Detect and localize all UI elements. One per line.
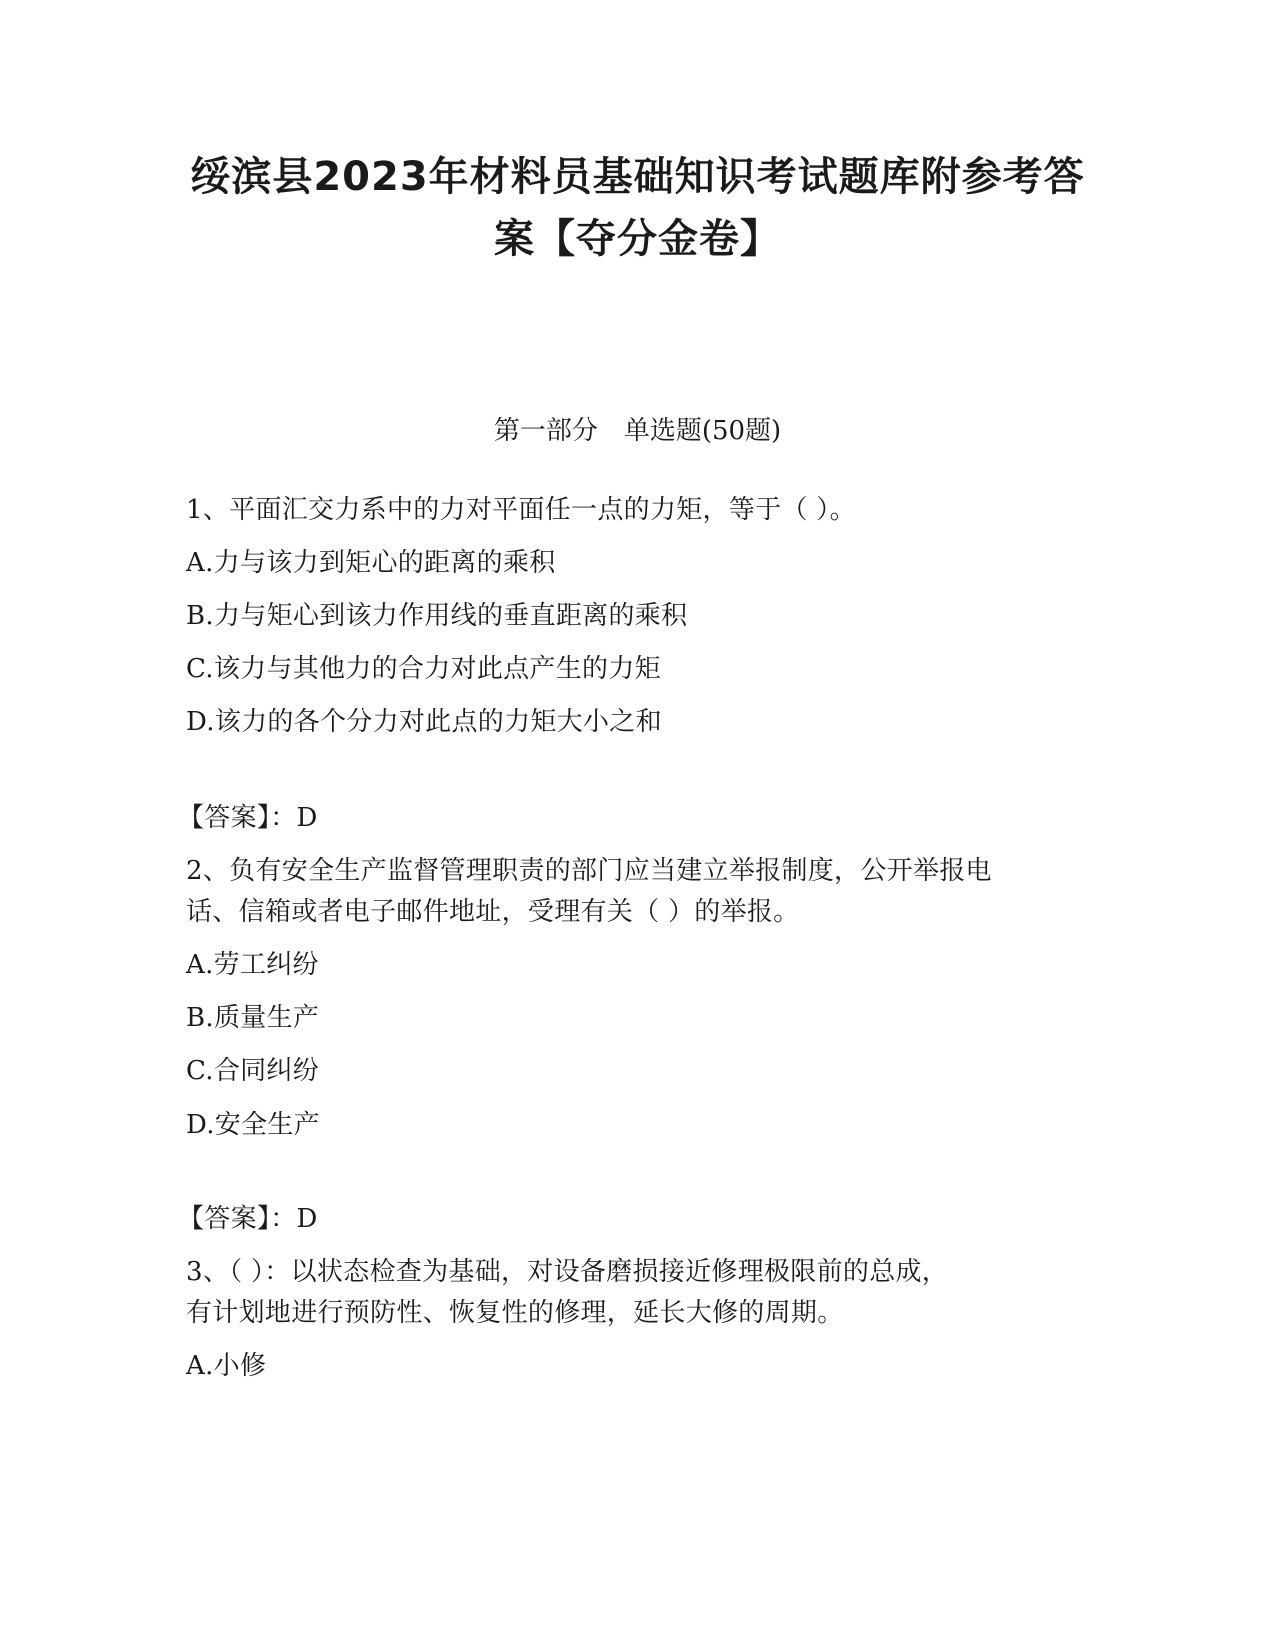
question-1-answer: 【答案】：D	[178, 803, 318, 833]
document-title-line-2: 案【夺分金卷】	[494, 216, 781, 262]
section-heading: 第一部分 单选题(50题)	[493, 416, 782, 446]
question-2-option-d: D.安全生产	[186, 1110, 320, 1140]
question-1-option-d: D.该力的各个分力对此点的力矩大小之和	[186, 707, 662, 737]
question-2-option-a: A.劳工纠纷	[186, 950, 319, 980]
question-3-option-a: A.小修	[186, 1351, 267, 1381]
question-2-option-b: B.质量生产	[186, 1003, 320, 1033]
question-2-stem-line-1: 2、负有安全生产监督管理职责的部门应当建立举报制度，公开举报电	[186, 856, 992, 886]
question-1-stem: 1、平面汇交力系中的力对平面任一点的力矩，等于（ ）。	[186, 495, 856, 525]
question-1-option-b: B.力与矩心到该力作用线的垂直距离的乘积	[186, 601, 688, 631]
question-1-option-a: A.力与该力到矩心的距离的乘积	[186, 548, 556, 578]
question-1-option-c: C.该力与其他力的合力对此点产生的力矩	[186, 654, 661, 684]
question-2-option-c: C.合同纠纷	[186, 1056, 320, 1086]
question-2-answer: 【答案】：D	[178, 1204, 318, 1234]
document-title-line-1: 绥滨县2023年材料员基础知识考试题库附参考答	[190, 154, 1085, 200]
question-3-stem-line-1: 3、（ ）：以状态检查为基础，对设备磨损接近修理极限前的总成，	[186, 1257, 949, 1287]
question-2-stem-line-2: 话、信箱或者电子邮件地址，受理有关（ ）的举报。	[186, 897, 800, 927]
question-3-stem-line-2: 有计划地进行预防性、恢复性的修理，延长大修的周期。	[186, 1298, 844, 1328]
